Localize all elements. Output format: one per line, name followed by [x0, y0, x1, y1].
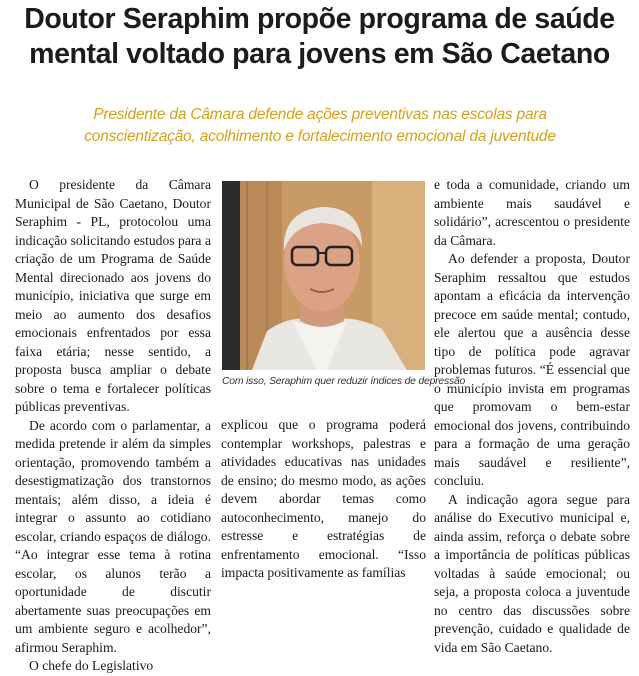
paragraph: O presidente da Câmara Municipal de São Caetano, Doutor Seraphim - PL, protocolou uma indicação solicitando estudos para a criação de um Programa de Saúde Mental direcionado aos jovens do município, iniciativa que surge em meio ao aumento dos desafios emocionais enfrentados por essa faixa etária; nesse sentido, a proposta busca ampliar o debate sobre o tema e fortalecer políticas públicas preventivas.	[15, 177, 211, 414]
subheadline	[40, 104, 600, 148]
photo-caption: Com isso, Seraphim quer reduzir índices de depressão	[222, 376, 466, 387]
headline-line-1: Doutor Seraphim propõe programa de saúde	[24, 3, 615, 35]
paragraph: O chefe do Legislativo	[29, 658, 154, 673]
portrait-photo	[222, 181, 425, 370]
paragraph: A indicação agora segue para análise do Executivo municipal e, ainda assim, reforça o debate sobre a importância de políticas públicas voltadas à saúde emocional; ou seja, a proposta coloca a juventude no centro das discussões sobre prevenção, cuidado e qualidade de vida em São Caetano.	[434, 491, 630, 655]
paragraph: De acordo com o parlamentar, a medida pretende ir além da simples orientação, promovendo também a desestigmatização dos transtornos mentais; além disso, a ideia é integrar o assunto ao cotidiano escolar, criando espaços de diálogo. “Ao integrar esse tema à rotina escolar, os alunos terão a oportunidade de discutir abertamente suas preocupações em um ambiente seguro e acolhedor”, afirmou Seraphim.	[15, 417, 211, 655]
article-column-3	[434, 176, 630, 657]
subhead-line-1: Presidente da Câmara defende ações preventivas nas escolas para	[93, 106, 547, 123]
headline-line-2: mental voltado para jovens em São Caetano	[29, 38, 610, 70]
paragraph: e toda a comunidade, criando um ambiente mais saudável e solidário”, acrescentou o presidente da Câmara.	[434, 177, 630, 248]
paragraph: explicou que o programa poderá contemplar workshops, palestras e atividades educativas nas unidades de ensino; do mesmo modo, as ações devem abordar temas como autoconhecimento, manejo do estresse e estratégias de enfrentamento emocional. “Isso impacta positivamente as famílias	[221, 417, 426, 580]
article-column-2	[221, 416, 426, 583]
portrait-illustration	[222, 181, 425, 370]
article-column-1	[15, 176, 211, 676]
headline	[0, 2, 639, 72]
subhead-line-2: conscientização, acolhimento e fortalecimento emocional da juventude	[84, 128, 556, 145]
paragraph: Ao defender a proposta, Doutor Seraphim ressaltou que estudos apontam a eficácia da intervenção precoce em saúde mental; contudo, ele alertou que a ausência desse tipo de política pode agravar problemas futuros. “É essencial que o município invista em programas que promovam o bem-estar emocional dos jovens, contribuindo para a formação de uma geração mais saudável e resiliente”, concluiu.	[434, 251, 630, 488]
